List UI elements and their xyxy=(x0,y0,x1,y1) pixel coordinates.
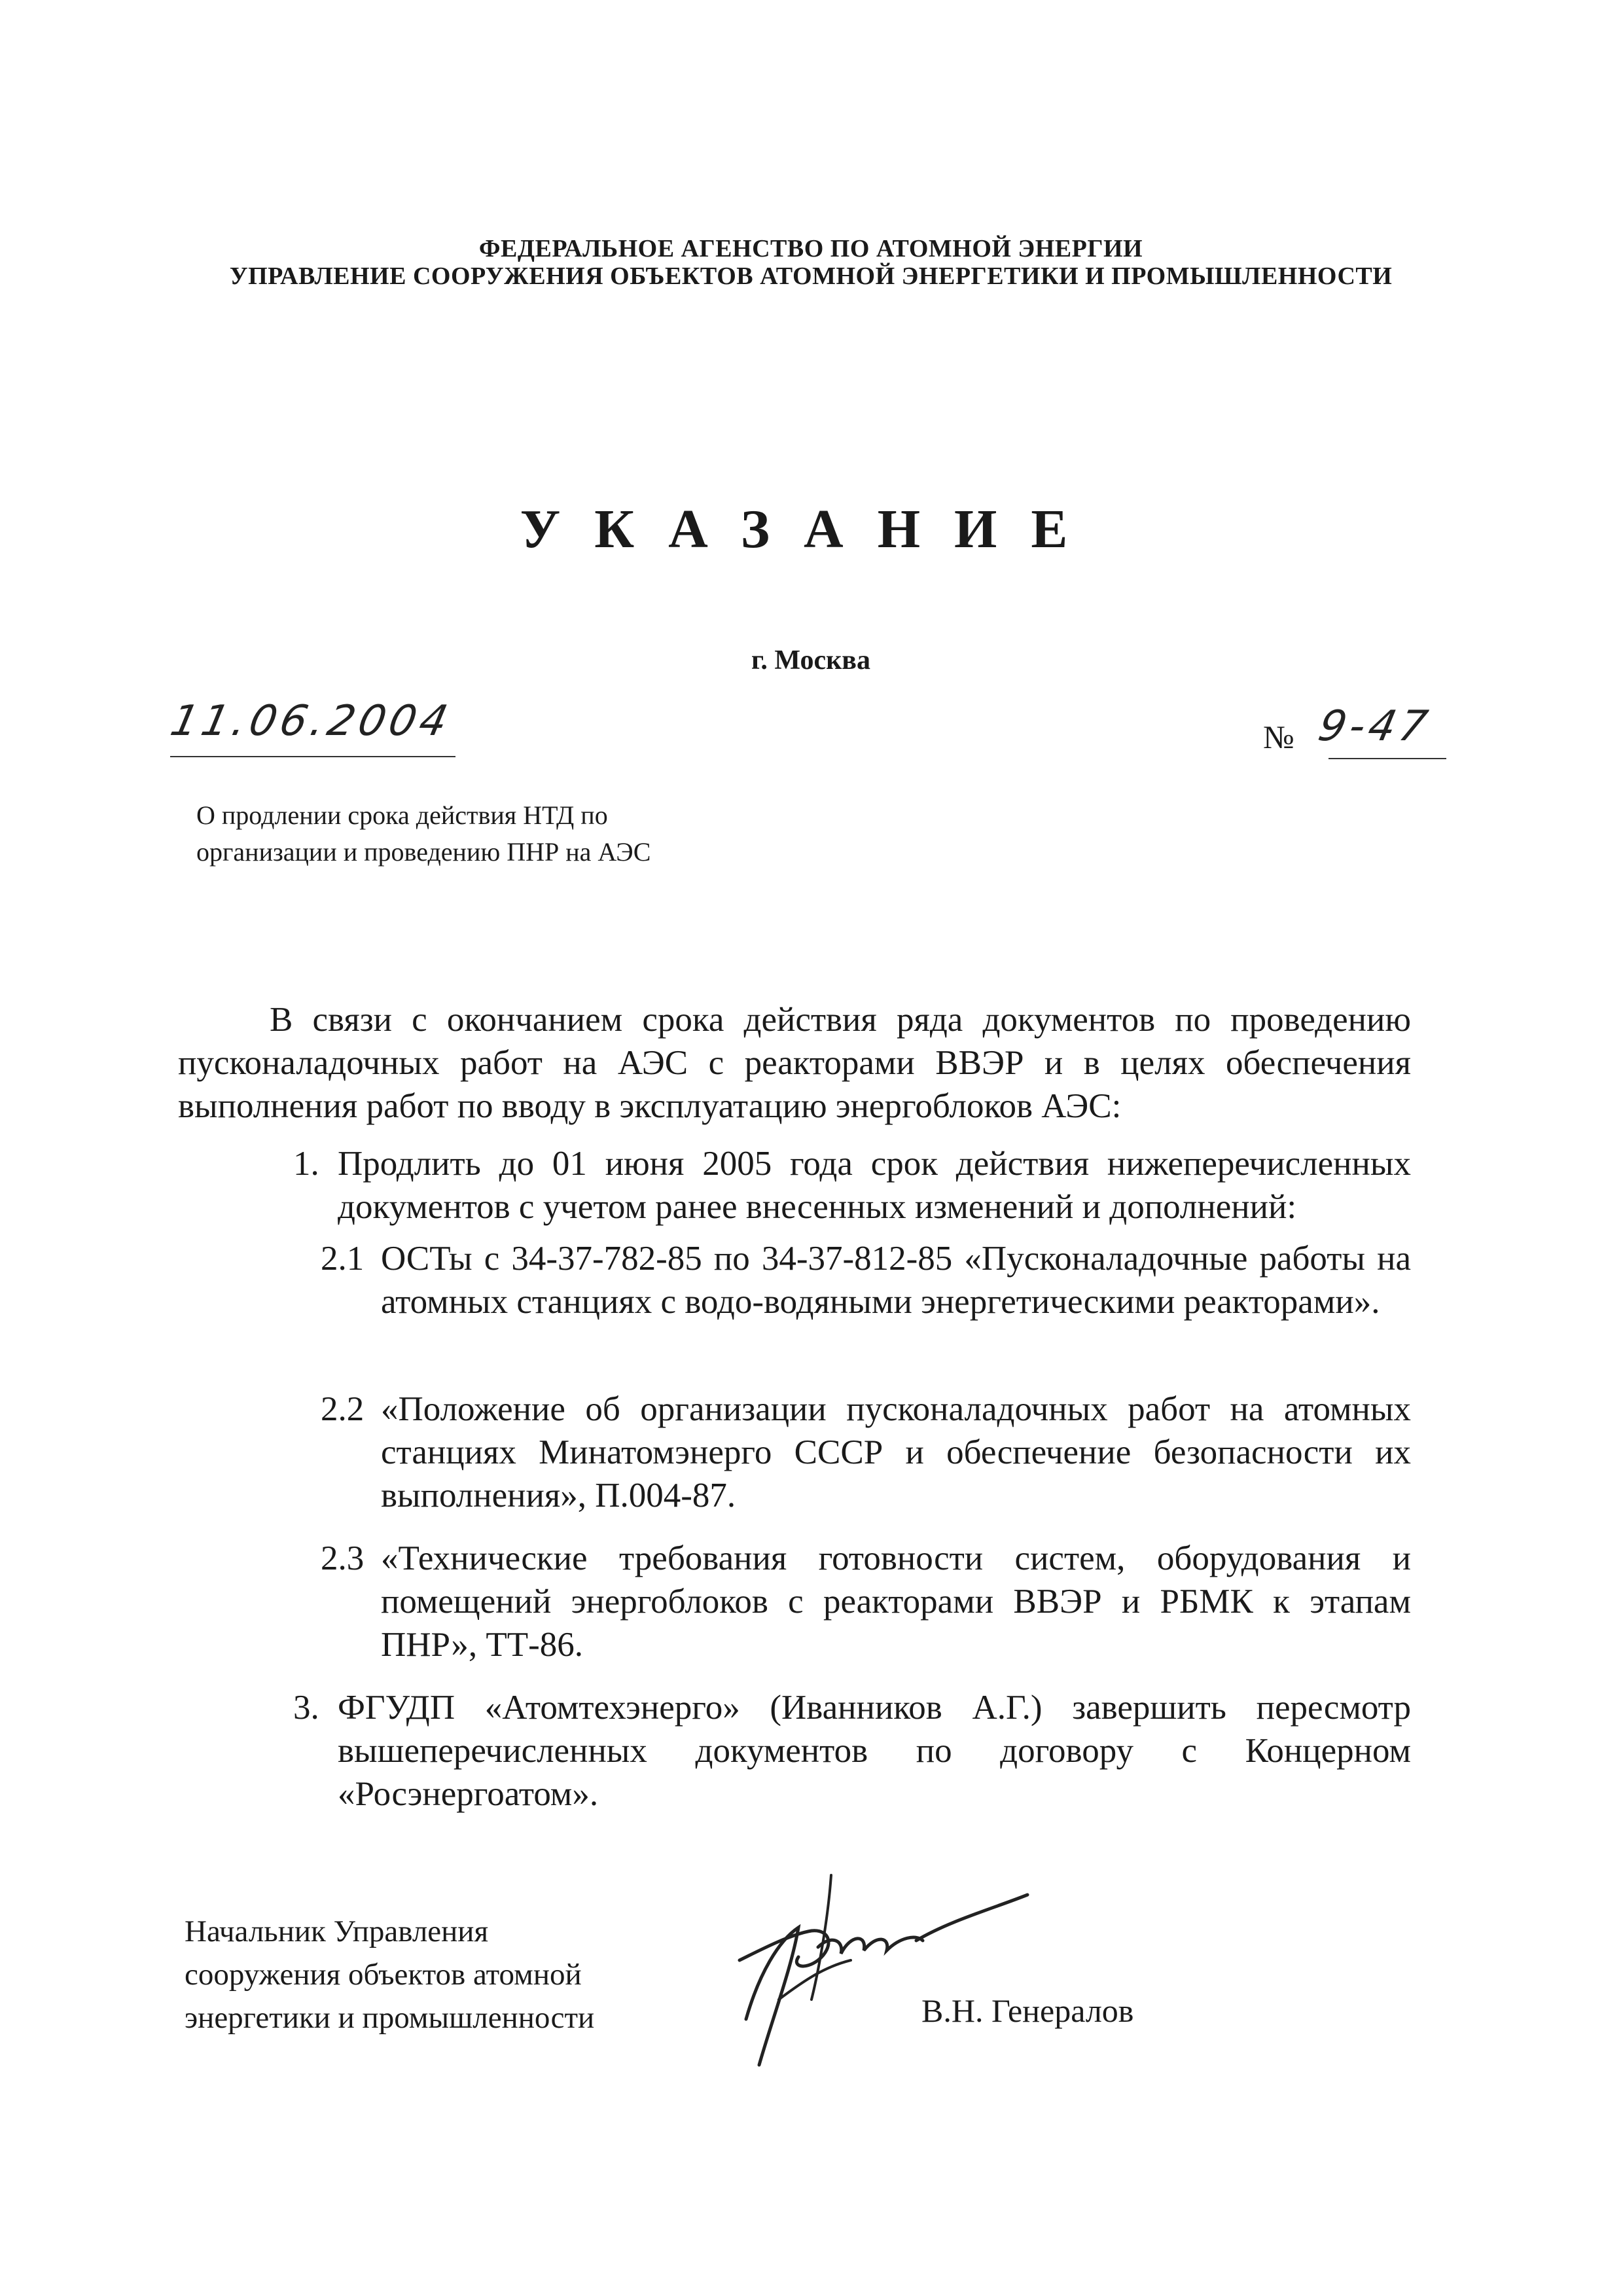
number-sign: № xyxy=(1263,719,1294,755)
document-subject xyxy=(196,797,651,870)
list-item: «Положение об организации пусконаладочных работ на атомных станциях Минатомэнерго СССР и обеспечение безопасности их выполнения», П.004-87. xyxy=(381,1390,1411,1515)
signatory-title xyxy=(185,1910,594,2039)
item-number: 2.1 xyxy=(321,1240,365,1278)
subject-line: О продлении срока действия НТД по xyxy=(196,800,608,830)
signatory-title-line: Начальник Управления xyxy=(185,1914,489,1948)
signatory-title-line: сооружения объектов атомной xyxy=(185,1958,582,1992)
document-number xyxy=(1263,702,1479,762)
list-item: ФГУДП «Атомтехэнерго» (Иванников А.Г.) завершить пересмотр вышеперечисленных документов по договору с Концерном «Росэнергоатом». xyxy=(338,1689,1411,1813)
list-item: Продлить до 01 июня 2005 года срок действия нижеперечисленных документов с учетом ранее внесенных изменений и дополнений: xyxy=(338,1145,1411,1226)
item-number: 1. xyxy=(293,1145,319,1183)
item-number: 2.2 xyxy=(321,1390,365,1428)
city-line: г. Москва xyxy=(751,645,870,675)
number-underline xyxy=(1329,758,1446,759)
signatory-name: В.Н. Генералов xyxy=(921,1992,1134,2029)
list-item: «Технические требования готовности систем, оборудования и помещений энергоблоков с реакторами ВВЭР и РБМК к этапам ПНР», ТТ-86. xyxy=(381,1539,1411,1664)
item-number: 3. xyxy=(293,1689,319,1727)
signatory-title-line: энергетики и промышленности xyxy=(185,2001,595,2035)
date-value: 11.06.2004 xyxy=(166,697,456,745)
subject-line: организации и проведению ПНР на АЭС xyxy=(196,837,651,867)
handwritten-date xyxy=(166,697,456,756)
document-type-title: УКАЗАНИЕ xyxy=(520,499,1102,560)
agency-name: ФЕДЕРАЛЬНОЕ АГЕНСТВО ПО АТОМНОЙ ЭНЕРГИИ xyxy=(478,235,1143,262)
date-underline xyxy=(170,756,455,757)
department-name: УПРАВЛЕНИЕ СООРУЖЕНИЯ ОБЪЕКТОВ АТОМНОЙ ЭНЕРГЕТИКИ И ПРОМЫШЛЕННОСТИ xyxy=(229,262,1393,290)
item-number: 2.3 xyxy=(321,1539,365,1577)
intro-paragraph: В связи с окончанием срока действия ряда документов по проведению пусконаладочных работ на АЭС с реакторами ВВЭР и в целях обеспечения выполнения работ по вводу в эксплуатацию энергоблоков АЭС: xyxy=(178,1001,1411,1125)
handwritten-signature xyxy=(720,1869,1060,2078)
list-item: ОСТы с 34-37-782-85 по 34-37-812-85 «Пусконаладочные работы на атомных станциях с водо-водяными энергетическими реакторами». xyxy=(381,1240,1411,1321)
number-value: 9-47 xyxy=(1314,702,1436,751)
